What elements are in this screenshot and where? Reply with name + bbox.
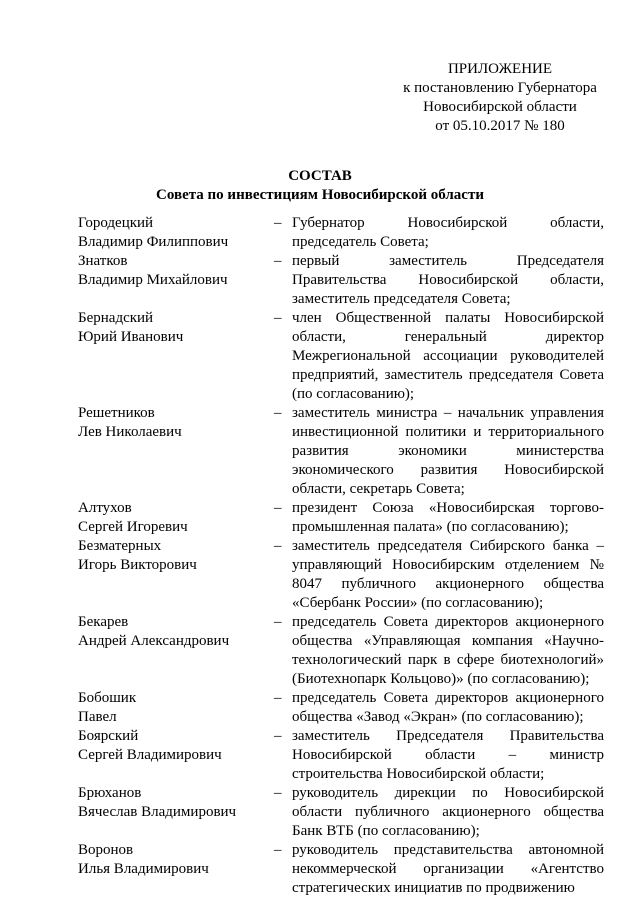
appendix-region-line: Новосибирской области xyxy=(423,99,577,115)
appendix-header xyxy=(400,60,600,136)
appendix-date-number: от 05.10.2017 № 180 xyxy=(435,118,565,134)
member-dash: – xyxy=(274,253,282,269)
member-surname: Знатков xyxy=(78,253,128,269)
member-position: заместитель председателя Сибирского банка – управляющий Новосибирским отделением № 8047 публичного акционерного общества «Сбербанк России» (по согласованию); xyxy=(292,538,604,611)
appendix-label: ПРИЛОЖЕНИЕ xyxy=(447,61,553,77)
member-name xyxy=(78,537,274,613)
member-row xyxy=(78,309,604,404)
member-dash: – xyxy=(274,842,282,858)
member-name xyxy=(78,214,274,252)
member-name xyxy=(78,784,274,841)
member-position: первый заместитель Председателя Правительства Новосибирской области, заместитель председателя Совета; xyxy=(292,253,604,307)
member-given-names: Сергей Владимирович xyxy=(78,747,222,763)
member-name xyxy=(78,841,274,898)
member-position: заместитель Председателя Правительства Новосибирской области – министр строительства Новосибирской области; xyxy=(292,728,604,782)
member-dash: – xyxy=(274,785,282,801)
member-name xyxy=(78,613,274,689)
member-surname: Воронов xyxy=(78,842,134,858)
member-row xyxy=(78,689,604,727)
member-row xyxy=(78,537,604,613)
member-dash: – xyxy=(274,215,282,231)
member-position: Губернатор Новосибирской области, председатель Совета; xyxy=(292,215,604,250)
member-position: председатель Совета директоров акционерного общества «Завод «Экран» (по согласованию); xyxy=(292,690,604,725)
member-given-names: Павел xyxy=(78,709,117,725)
member-row xyxy=(78,499,604,537)
member-dash: – xyxy=(274,728,282,744)
member-row xyxy=(78,214,604,252)
member-row xyxy=(78,404,604,499)
title-subheading: Совета по инвестициям Новосибирской области xyxy=(156,187,484,203)
member-surname: Городецкий xyxy=(78,215,154,231)
member-dash: – xyxy=(274,538,282,554)
member-given-names: Андрей Александрович xyxy=(78,633,230,649)
member-given-names: Владимир Филиппович xyxy=(78,234,229,250)
document-title xyxy=(0,167,640,205)
member-surname: Бобошик xyxy=(78,690,137,706)
member-position: руководитель представительства автономной некоммерческой организации «Агентство стратегических инициатив по продвижению xyxy=(292,842,604,896)
member-row xyxy=(78,727,604,784)
member-given-names: Вячеслав Владимирович xyxy=(78,804,237,820)
member-dash: – xyxy=(274,500,282,516)
member-dash: – xyxy=(274,310,282,326)
member-position: председатель Совета директоров акционерного общества «Управляющая компания «Научно-технологический парк в сфере биотехнологий» (Биотехнопарк Кольцово)» (по согласованию); xyxy=(292,614,604,687)
member-given-names: Сергей Игоревич xyxy=(78,519,188,535)
member-dash: – xyxy=(274,690,282,706)
member-name xyxy=(78,727,274,784)
member-surname: Алтухов xyxy=(78,500,132,516)
member-given-names: Юрий Иванович xyxy=(78,329,184,345)
member-given-names: Лев Николаевич xyxy=(78,424,182,440)
members-list xyxy=(78,214,604,898)
member-surname: Решетников xyxy=(78,405,155,421)
member-surname: Брюханов xyxy=(78,785,142,801)
member-dash: – xyxy=(274,614,282,630)
member-surname: Бернадский xyxy=(78,310,154,326)
appendix-resolution-line: к постановлению Губернатора xyxy=(403,80,597,96)
member-given-names: Владимир Михайлович xyxy=(78,272,228,288)
member-name xyxy=(78,252,274,309)
member-position: заместитель министра – начальник управления инвестиционной политики и территориального развития экономики министерства экономического развития Новосибирской области, секретарь Совета; xyxy=(292,405,604,497)
member-surname: Бекарев xyxy=(78,614,129,630)
member-surname: Безматерных xyxy=(78,538,162,554)
member-surname: Боярский xyxy=(78,728,139,744)
member-position: руководитель дирекции по Новосибирской области публичного акционерного общества Банк ВТБ (по согласованию); xyxy=(292,785,604,839)
member-name xyxy=(78,309,274,404)
member-row xyxy=(78,841,604,898)
member-name xyxy=(78,499,274,537)
member-name xyxy=(78,404,274,499)
member-dash: – xyxy=(274,405,282,421)
member-given-names: Игорь Викторович xyxy=(78,557,197,573)
member-position: президент Союза «Новосибирская торгово-промышленная палата» (по согласованию); xyxy=(292,500,604,535)
member-name xyxy=(78,689,274,727)
member-row xyxy=(78,613,604,689)
member-given-names: Илья Владимирович xyxy=(78,861,209,877)
member-row xyxy=(78,252,604,309)
member-position: член Общественной палаты Новосибирской области, генеральный директор Межрегиональной ассоциации руководителей предприятий, заместитель председателя Совета (по согласованию); xyxy=(292,310,604,402)
member-row xyxy=(78,784,604,841)
title-heading: СОСТАВ xyxy=(288,168,352,184)
